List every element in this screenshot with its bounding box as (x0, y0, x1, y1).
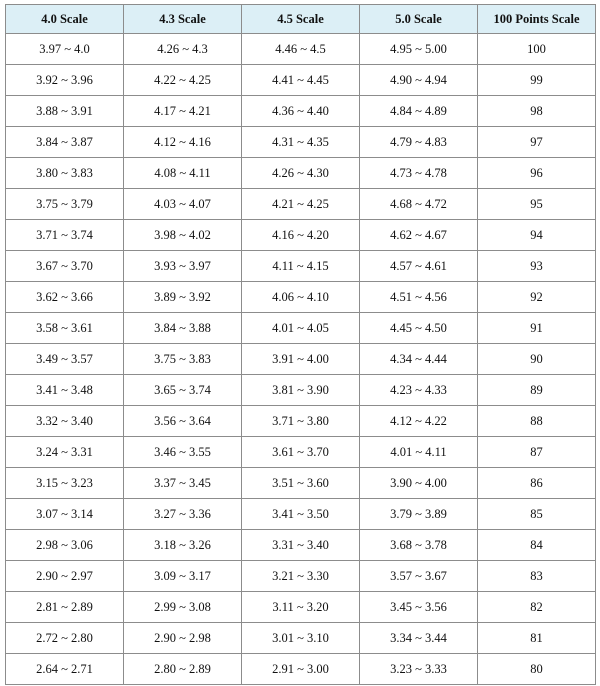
cell-4-3-scale: 3.46 ~ 3.55 (124, 437, 242, 468)
table-row (6, 344, 596, 375)
cell-5-0-scale: 4.34 ~ 4.44 (360, 344, 478, 375)
cell-4-0-scale: 3.80 ~ 3.83 (6, 158, 124, 189)
cell-4-0-scale: 3.24 ~ 3.31 (6, 437, 124, 468)
table-row (6, 127, 596, 158)
header-4-0-scale: 4.0 Scale (6, 5, 124, 34)
cell-4-5-scale: 3.31 ~ 3.40 (242, 530, 360, 561)
table-row (6, 468, 596, 499)
cell-100-points-scale: 90 (478, 344, 596, 375)
cell-4-0-scale: 3.62 ~ 3.66 (6, 282, 124, 313)
cell-4-5-scale: 3.51 ~ 3.60 (242, 468, 360, 499)
cell-4-5-scale: 2.91 ~ 3.00 (242, 654, 360, 685)
cell-4-3-scale: 3.37 ~ 3.45 (124, 468, 242, 499)
cell-5-0-scale: 3.23 ~ 3.33 (360, 654, 478, 685)
cell-4-3-scale: 4.26 ~ 4.3 (124, 34, 242, 65)
gpa-conversion-table (5, 4, 596, 685)
cell-5-0-scale: 3.45 ~ 3.56 (360, 592, 478, 623)
cell-5-0-scale: 4.84 ~ 4.89 (360, 96, 478, 127)
cell-4-5-scale: 4.36 ~ 4.40 (242, 96, 360, 127)
cell-4-0-scale: 3.49 ~ 3.57 (6, 344, 124, 375)
cell-5-0-scale: 3.57 ~ 3.67 (360, 561, 478, 592)
cell-4-3-scale: 4.12 ~ 4.16 (124, 127, 242, 158)
cell-4-3-scale: 2.90 ~ 2.98 (124, 623, 242, 654)
cell-100-points-scale: 93 (478, 251, 596, 282)
cell-100-points-scale: 84 (478, 530, 596, 561)
cell-4-5-scale: 4.01 ~ 4.05 (242, 313, 360, 344)
cell-100-points-scale: 85 (478, 499, 596, 530)
cell-4-3-scale: 4.17 ~ 4.21 (124, 96, 242, 127)
header-4-5-scale: 4.5 Scale (242, 5, 360, 34)
cell-4-3-scale: 3.98 ~ 4.02 (124, 220, 242, 251)
cell-4-0-scale: 2.72 ~ 2.80 (6, 623, 124, 654)
cell-100-points-scale: 100 (478, 34, 596, 65)
cell-4-5-scale: 3.11 ~ 3.20 (242, 592, 360, 623)
table-row (6, 158, 596, 189)
table-row (6, 282, 596, 313)
header-row (6, 5, 596, 34)
cell-5-0-scale: 4.57 ~ 4.61 (360, 251, 478, 282)
cell-5-0-scale: 3.34 ~ 3.44 (360, 623, 478, 654)
cell-4-3-scale: 3.18 ~ 3.26 (124, 530, 242, 561)
cell-4-3-scale: 3.89 ~ 3.92 (124, 282, 242, 313)
table-row (6, 499, 596, 530)
cell-4-0-scale: 2.81 ~ 2.89 (6, 592, 124, 623)
cell-4-0-scale: 2.90 ~ 2.97 (6, 561, 124, 592)
cell-4-5-scale: 3.81 ~ 3.90 (242, 375, 360, 406)
table-row (6, 189, 596, 220)
cell-4-0-scale: 3.88 ~ 3.91 (6, 96, 124, 127)
cell-4-5-scale: 3.91 ~ 4.00 (242, 344, 360, 375)
cell-4-5-scale: 4.06 ~ 4.10 (242, 282, 360, 313)
table-row (6, 220, 596, 251)
cell-4-3-scale: 3.84 ~ 3.88 (124, 313, 242, 344)
cell-5-0-scale: 3.68 ~ 3.78 (360, 530, 478, 561)
cell-4-5-scale: 4.41 ~ 4.45 (242, 65, 360, 96)
cell-100-points-scale: 97 (478, 127, 596, 158)
table-row (6, 251, 596, 282)
cell-4-0-scale: 3.58 ~ 3.61 (6, 313, 124, 344)
cell-4-0-scale: 3.67 ~ 3.70 (6, 251, 124, 282)
cell-100-points-scale: 82 (478, 592, 596, 623)
table-row (6, 406, 596, 437)
cell-4-5-scale: 3.41 ~ 3.50 (242, 499, 360, 530)
table-row (6, 34, 596, 65)
cell-4-0-scale: 3.97 ~ 4.0 (6, 34, 124, 65)
cell-100-points-scale: 80 (478, 654, 596, 685)
cell-4-3-scale: 3.75 ~ 3.83 (124, 344, 242, 375)
cell-5-0-scale: 4.01 ~ 4.11 (360, 437, 478, 468)
cell-4-0-scale: 3.75 ~ 3.79 (6, 189, 124, 220)
cell-5-0-scale: 4.45 ~ 4.50 (360, 313, 478, 344)
header-5-0-scale: 5.0 Scale (360, 5, 478, 34)
cell-5-0-scale: 4.23 ~ 4.33 (360, 375, 478, 406)
cell-100-points-scale: 86 (478, 468, 596, 499)
cell-4-0-scale: 3.32 ~ 3.40 (6, 406, 124, 437)
table-row (6, 375, 596, 406)
cell-4-5-scale: 4.31 ~ 4.35 (242, 127, 360, 158)
table-body (6, 34, 596, 685)
table-row (6, 561, 596, 592)
cell-5-0-scale: 4.68 ~ 4.72 (360, 189, 478, 220)
cell-4-5-scale: 3.21 ~ 3.30 (242, 561, 360, 592)
cell-4-0-scale: 3.07 ~ 3.14 (6, 499, 124, 530)
cell-100-points-scale: 92 (478, 282, 596, 313)
table-row (6, 313, 596, 344)
cell-4-0-scale: 3.92 ~ 3.96 (6, 65, 124, 96)
cell-100-points-scale: 99 (478, 65, 596, 96)
table-header (6, 5, 596, 34)
cell-4-3-scale: 3.27 ~ 3.36 (124, 499, 242, 530)
header-4-3-scale: 4.3 Scale (124, 5, 242, 34)
cell-4-3-scale: 4.03 ~ 4.07 (124, 189, 242, 220)
cell-100-points-scale: 94 (478, 220, 596, 251)
cell-4-5-scale: 4.46 ~ 4.5 (242, 34, 360, 65)
cell-4-3-scale: 3.09 ~ 3.17 (124, 561, 242, 592)
cell-4-5-scale: 4.11 ~ 4.15 (242, 251, 360, 282)
cell-100-points-scale: 81 (478, 623, 596, 654)
table-row (6, 96, 596, 127)
cell-5-0-scale: 3.79 ~ 3.89 (360, 499, 478, 530)
table-row (6, 623, 596, 654)
cell-5-0-scale: 4.51 ~ 4.56 (360, 282, 478, 313)
cell-4-3-scale: 4.08 ~ 4.11 (124, 158, 242, 189)
table-row (6, 437, 596, 468)
cell-4-5-scale: 4.16 ~ 4.20 (242, 220, 360, 251)
cell-4-3-scale: 4.22 ~ 4.25 (124, 65, 242, 96)
cell-4-3-scale: 2.80 ~ 2.89 (124, 654, 242, 685)
cell-100-points-scale: 91 (478, 313, 596, 344)
cell-4-5-scale: 3.71 ~ 3.80 (242, 406, 360, 437)
cell-5-0-scale: 4.62 ~ 4.67 (360, 220, 478, 251)
cell-100-points-scale: 89 (478, 375, 596, 406)
cell-4-3-scale: 3.93 ~ 3.97 (124, 251, 242, 282)
cell-5-0-scale: 4.73 ~ 4.78 (360, 158, 478, 189)
cell-4-0-scale: 2.98 ~ 3.06 (6, 530, 124, 561)
cell-4-5-scale: 4.26 ~ 4.30 (242, 158, 360, 189)
cell-4-3-scale: 3.65 ~ 3.74 (124, 375, 242, 406)
cell-4-0-scale: 3.15 ~ 3.23 (6, 468, 124, 499)
cell-5-0-scale: 4.12 ~ 4.22 (360, 406, 478, 437)
cell-4-0-scale: 3.71 ~ 3.74 (6, 220, 124, 251)
cell-4-0-scale: 3.41 ~ 3.48 (6, 375, 124, 406)
cell-100-points-scale: 95 (478, 189, 596, 220)
cell-100-points-scale: 98 (478, 96, 596, 127)
table-row (6, 65, 596, 96)
cell-5-0-scale: 4.79 ~ 4.83 (360, 127, 478, 158)
cell-4-3-scale: 3.56 ~ 3.64 (124, 406, 242, 437)
cell-4-5-scale: 3.01 ~ 3.10 (242, 623, 360, 654)
cell-5-0-scale: 3.90 ~ 4.00 (360, 468, 478, 499)
cell-100-points-scale: 83 (478, 561, 596, 592)
cell-4-3-scale: 2.99 ~ 3.08 (124, 592, 242, 623)
cell-4-0-scale: 2.64 ~ 2.71 (6, 654, 124, 685)
cell-4-5-scale: 3.61 ~ 3.70 (242, 437, 360, 468)
cell-100-points-scale: 87 (478, 437, 596, 468)
cell-100-points-scale: 88 (478, 406, 596, 437)
cell-100-points-scale: 96 (478, 158, 596, 189)
cell-5-0-scale: 4.90 ~ 4.94 (360, 65, 478, 96)
header-100-points-scale: 100 Points Scale (478, 5, 596, 34)
cell-4-0-scale: 3.84 ~ 3.87 (6, 127, 124, 158)
cell-4-5-scale: 4.21 ~ 4.25 (242, 189, 360, 220)
table-row (6, 654, 596, 685)
cell-5-0-scale: 4.95 ~ 5.00 (360, 34, 478, 65)
table-row (6, 530, 596, 561)
table-row (6, 592, 596, 623)
